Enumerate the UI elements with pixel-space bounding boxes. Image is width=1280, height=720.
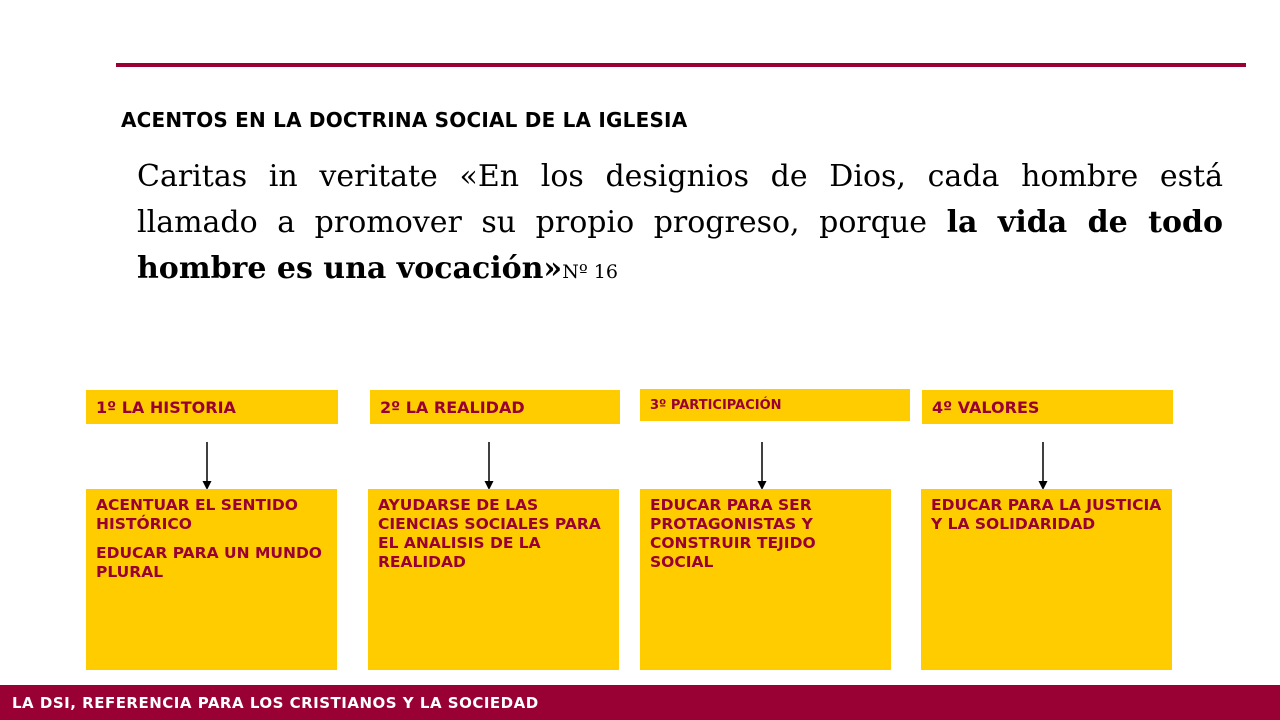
quote-paragraph — [137, 154, 1223, 295]
quote-reference: Nº 16 — [562, 261, 618, 283]
top-rule-divider — [116, 63, 1246, 67]
column-4-item-1: EDUCAR PARA LA JUSTICIA Y LA SOLIDARIDAD — [931, 496, 1162, 533]
column-3-header — [640, 389, 910, 421]
column-1-arrow-icon — [200, 442, 214, 490]
column-4-arrow-icon — [1036, 442, 1050, 490]
column-4-header — [922, 390, 1173, 424]
slide-title: ACENTOS EN LA DOCTRINA SOCIAL DE LA IGLESIA — [121, 108, 688, 132]
column-1-item-1: ACENTUAR EL SENTIDO HISTÓRICO — [96, 496, 298, 533]
column-3-arrow-icon — [755, 442, 769, 490]
quote-text: Caritas in veritate «En los designios de Dios, cada hombre está llamado a promover su propio progreso, porque — [137, 159, 1223, 240]
column-1-header-label: 1º LA HISTORIA — [96, 397, 236, 417]
column-2-header — [370, 390, 620, 424]
footer-bar — [0, 685, 1280, 720]
quote-emphasis: la vida de todo hombre es una vocación» — [137, 205, 1223, 286]
column-1-content-box — [86, 489, 337, 670]
column-3-item-1: EDUCAR PARA SER PROTAGONISTAS Y CONSTRUIR TEJIDO SOCIAL — [650, 496, 816, 571]
column-2-content-box — [368, 489, 619, 670]
column-3-content-box — [640, 489, 891, 670]
column-1-item-2: EDUCAR PARA UN MUNDO PLURAL — [96, 544, 322, 581]
column-2-header-label: 2º LA REALIDAD — [380, 397, 525, 417]
footer-text: LA DSI, REFERENCIA PARA LOS CRISTIANOS Y LA SOCIEDAD — [12, 693, 539, 712]
column-2-item-1: AYUDARSE DE LAS CIENCIAS SOCIALES PARA EL ANALISIS DE LA REALIDAD — [378, 496, 601, 571]
column-4-header-label: 4º VALORES — [932, 397, 1040, 417]
column-1-header — [86, 390, 338, 424]
column-3-header-label: 3º PARTICIPACIÓN — [650, 397, 782, 413]
column-4-content-box — [921, 489, 1172, 670]
column-2-arrow-icon — [482, 442, 496, 490]
